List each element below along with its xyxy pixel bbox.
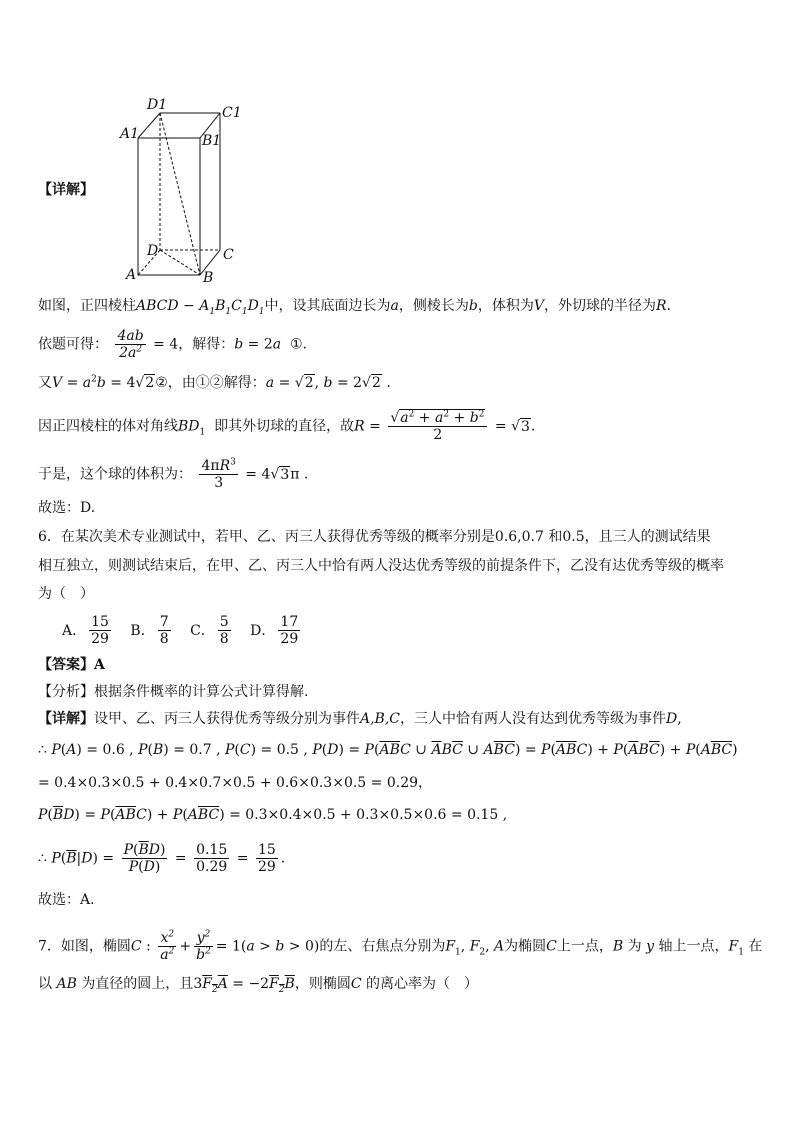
solution5-line4: 因正四棱柱的体对角线$BD_1$ 即其外切球的直径，故R = $\frac{√a^2 + a^2 + b^2}{2}$ = √3. [38,409,536,444]
solution5-line3: 又$V = a^2b$ = 4√2②，由①②解得：a = √2, b = 2√2 . [38,374,391,391]
solution5-line2: 依题可得： $\frac{4ab}{2a^2}$ = 4，解得：b = 2a ①. [38,328,308,362]
option-a[interactable]: A． $\frac{15}{29}$ [62,614,109,648]
vertex-label-c: C [223,247,234,263]
solution5-line5: 于是，这个球的体积为： $\frac{4\pi R^3}{3}$ = 4√3π . [38,457,309,492]
solution6-line3: = 0.4×0.3×0.5 + 0.4×0.7×0.5 + 0.6×0.3×0.5 = 0.29， [38,775,433,791]
solution5-line1: 如图，正四棱柱ABCD − $A_1B_1C_1D_1$中，设其底面边长为a，侧棱长为b，体积为V，外切球的半径为R. [38,298,671,317]
vertex-label-b1: B1 [202,133,222,149]
question7-line2: 以 AB 为直径的圆上，且$3F_2A = -2F_2B$，则椭圆C 的离心率为（ ） [38,976,479,995]
question6-line2: 相互独立，则测试结束后，在甲、乙、丙三人中恰有两人没达优秀等级的前提条件下，乙没有达优秀等级的概率 [38,558,724,574]
solution5-choose: 故选：D. [38,500,96,516]
question6-line1: 6．在某次美术专业测试中，若甲、乙、丙三人获得优秀等级的概率分别是0.6,0.7 和0.5，且三人的测试结果 [38,529,711,545]
solution6-line2: ∴ P(A) = 0.6 , P(B) = 0.7 , P(C) = 0.5 , $P(D) = P(\overline{A}\overline{B}C$ ∪ $\overline{A}B\overline{C}$ ∪ $A\overline{B}\overline{C}) = P(\overline{A}\overline{B}C) + P(\overline{A}B\overline{C}) + P(A\overline{B}\overline{C})$ [38,742,738,758]
question6-line3: 为（ ） [38,586,94,602]
solution6-line4: $P(\overline{B}D) = P(\overline{A}\overline{B}C) + P(A\overline{B}\overline{C}) = 0.3\times 0.4\times 0.5 + 0.3\times 0.5\times 0.6 = 0.15$ , [38,807,508,823]
vertex-label-b: B [203,270,214,286]
vertex-label-a: A [126,267,137,283]
vertex-label-c1: C1 [222,105,242,121]
option-d[interactable]: D． $\frac{17}{29}$ [250,614,299,648]
option-c[interactable]: C． $\frac{5}{8}$ [190,614,229,648]
detail-label: 【详解】 [38,182,94,198]
question7-line1: 7．如图，椭圆C : $\frac{x^2}{a^2}$ + $\frac{y^2}{b^2}$ = 1(a > b > 0)的左、右焦点分别为$F_1$, $F_2$, A为椭圆C上一点，B 为 y 轴上一点，$F_1$ 在 [38,929,763,964]
solution6-choose: 故选：A. [38,892,95,908]
answer-label: 【答案】A [38,657,105,673]
vertex-label-a1: A1 [120,126,140,142]
vertex-label-d: D [147,243,159,259]
solution6-line1: 【详解】设甲、乙、丙三人获得优秀等级分别为事件A,B,C，三人中恰有两人没有达到优秀等级为事件D, [38,711,682,727]
solution6-line5: ∴ $P(\overline{B}|D)$ = $\frac{P(\overline{B}D)}{P(D)}$ = $\frac{0.15}{0.29}$ = $\frac{15}{29}$ . [38,842,286,876]
analysis-label: 【分析】根据条件概率的计算公式计算得解. [38,684,309,700]
vertex-label-d1: D1 [147,97,168,113]
option-b[interactable]: B． $\frac{7}{8}$ [130,614,169,648]
question6-options [62,614,315,647]
